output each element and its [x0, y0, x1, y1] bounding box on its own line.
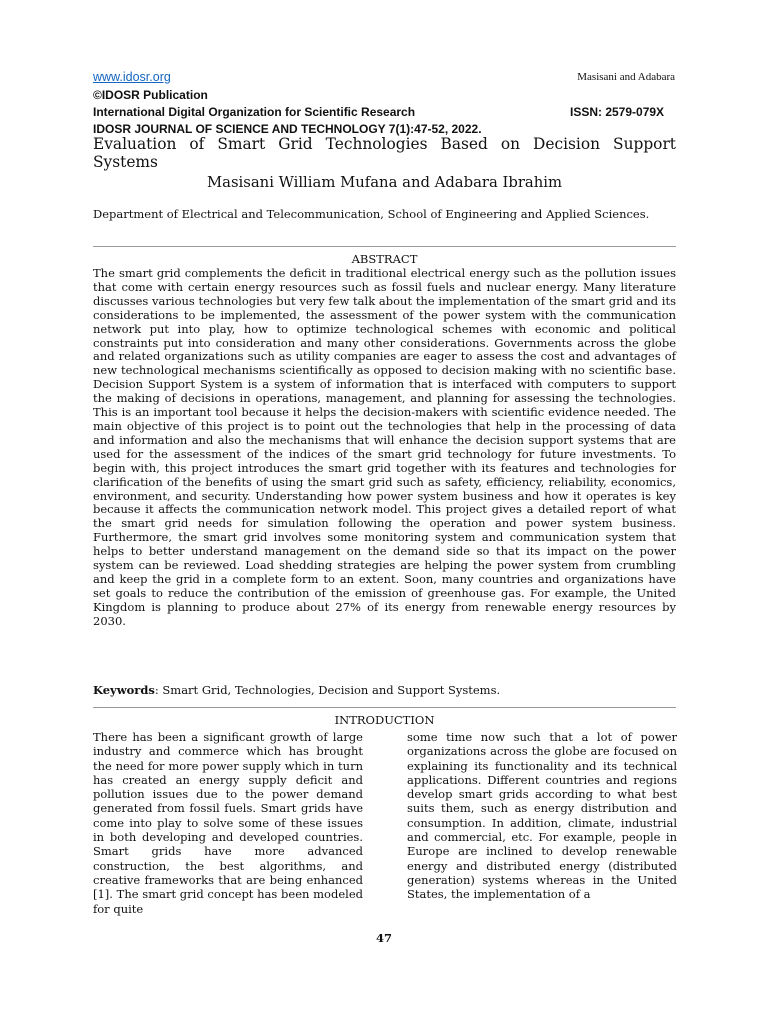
keywords-list: : Smart Grid, Technologies, Decision and Support Systems. — [154, 683, 501, 697]
organization-line: International Digital Organization for Scientific Research — [93, 105, 416, 119]
intro-left-column: There has been a significant growth of large industry and commerce which has brought the need for more power supply which in turn has created an energy supply deficit and pollution issues due to the power demand generated from fossil fuels. Smart grids have come into play to solve some of these issues in both developing and developed countries. Smart grids have more advanced construction, the best algorithms, and creative frameworks that are being enhanced [1]. The smart grid concept has been modeled for quite — [93, 730, 363, 916]
running-authors: Masisani and Adabara — [577, 71, 675, 83]
introduction-heading: INTRODUCTION — [334, 713, 435, 727]
article-title: Evaluation of Smart Grid Technologies Based on Decision Support Systems — [93, 135, 676, 171]
abstract-heading: ABSTRACT — [351, 252, 418, 266]
keywords — [93, 683, 676, 697]
affiliation: Department of Electrical and Telecommunication, School of Engineering and Applied Sciences. — [93, 207, 650, 221]
keywords-label: Keywords — [93, 683, 155, 697]
issn: ISSN: 2579-079X — [570, 105, 665, 119]
page-number: 47 — [375, 931, 392, 945]
journal-line: IDOSR JOURNAL OF SCIENCE AND TECHNOLOGY 7(1):47-52, 2022. — [93, 122, 482, 136]
divider — [93, 246, 676, 247]
copyright-line: ©IDOSR Publication — [93, 88, 208, 102]
site-link[interactable]: www.idosr.org — [93, 70, 171, 84]
divider — [93, 707, 676, 708]
author-byline: Masisani William Mufana and Adabara Ibrahim — [206, 174, 563, 191]
intro-right-column: some time now such that a lot of power organizations across the globe are focused on explaining its functionality and its technical applications. Different countries and regions develop smart grids according to what best suits them, such as energy distribution and consumption. In addition, climate, industrial and commercial, etc. For example, people in Europe are inclined to develop renewable energy and distributed energy (distributed generation) systems whereas in the United States, the implementation of a — [407, 730, 677, 902]
abstract-body: The smart grid complements the deficit in traditional electrical energy such as the pollution issues that come with certain energy resources such as fossil fuels and nuclear energy. Many literature discusses various technologies but very few talk about the implementation of the smart grid and its considerations to be implemented, the assessment of the power system with the communication network put into play, how to optimize technological schemes with economic and political constraints put into consideration and many other considerations. Governments across the globe and related organizations such as utility companies are eager to assess the cost and advantages of new technological mechanisms scientifically as opposed to decision making with no scientific base. Decision Support System is a system of information that is interfaced with computers to support the making of decisions in operations, management, and planning for assessing the technologies. This is an important tool because it helps the decision-makers with scientific evidence needed. The main objective of this project is to point out the technologies that help in the processing of data and information and also the mechanisms that will enhance the decision support systems that are used for the assessment of the indices of the smart grid technology for future investments. To begin with, this project introduces the smart grid together with its features and technologies for clarification of the benefits of using the smart grid such as safety, efficiency, reliability, economics, environment, and security. Understanding how power system business and how it operates is key because it affects the communication network model. This project gives a detailed report of what the smart grid needs for simulation following the operation and power system business. Furthermore, the smart grid involves some monitoring system and communication system that helps to better understand management on the demand side so that its impact on the power system can be reviewed. Load shedding strategies are helping the power system from crumbling and keep the grid in a complete form to an extent. Soon, many countries and organizations have set goals to reduce the contribution of the emission of greenhouse gas. For example, the United Kingdom is planning to produce about 27% of its energy from renewable energy resources by 2030. — [93, 266, 676, 628]
